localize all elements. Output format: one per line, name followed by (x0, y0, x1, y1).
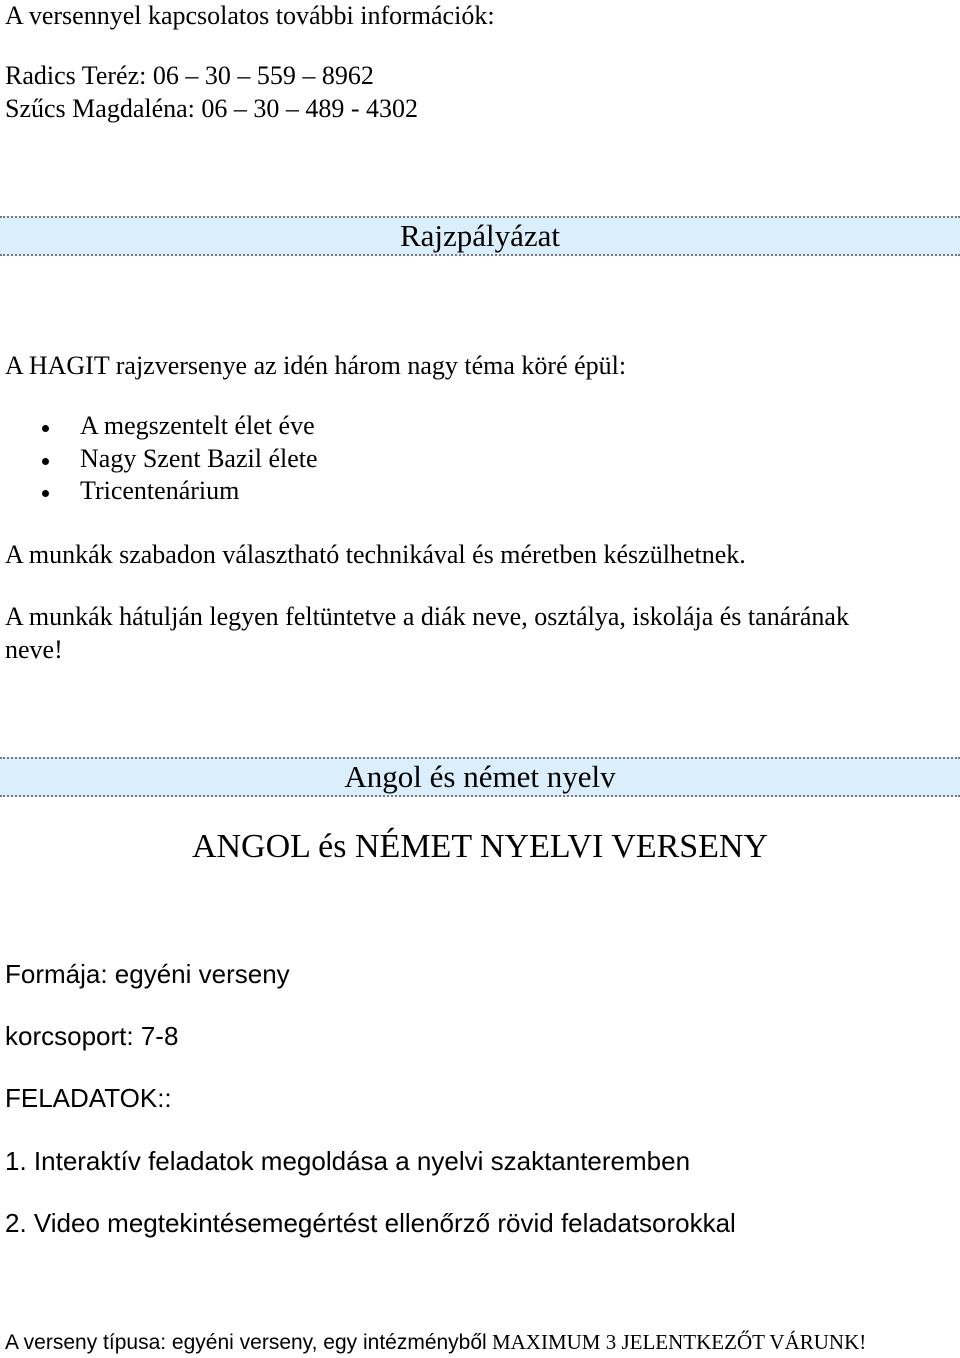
contact-person-2: Szűcs Magdaléna: 06 – 30 – 489 - 4302 (5, 94, 419, 123)
language-banner-title: Angol és német nyelv (344, 759, 616, 794)
competition-form: Formája: egyéni verseny (5, 959, 290, 989)
drawing-intro: A HAGIT rajzversenye az idén három nagy téma köré épül: (5, 351, 627, 380)
topic-label: Tricentenárium (80, 476, 240, 505)
bullet-icon (42, 458, 49, 465)
drawing-banner (0, 216, 960, 256)
language-banner (0, 757, 960, 797)
list-item (0, 410, 318, 443)
tasks-label: FELADATOK:: (5, 1083, 172, 1113)
bullet-icon (42, 425, 49, 432)
footer-type-emphasis: MAXIMUM 3 JELENTKEZŐT VÁRUNK! (486, 1330, 867, 1354)
bullet-icon (42, 490, 49, 497)
label-note-line-1: A munkák hátulján legyen feltüntetve a diák neve, osztálya, iskolája és tanárának (5, 602, 849, 631)
contact-person-1: Radics Teréz: 06 – 30 – 559 – 8962 (5, 61, 374, 90)
label-note-line-2: neve! (5, 635, 63, 664)
list-item (0, 475, 318, 508)
footer-type-label: A verseny típusa: egyéni verseny, egy intézményből (5, 1331, 487, 1354)
task-1: 1. Interaktív feladatok megoldása a nyelvi szaktanteremben (5, 1146, 691, 1176)
age-group: korcsoport: 7-8 (5, 1021, 179, 1051)
technique-note: A munkák szabadon választható technikával és méretben készülhetnek. (5, 540, 746, 569)
contact-intro: A versennyel kapcsolatos további információk: (5, 1, 495, 30)
drawing-banner-title: Rajzpályázat (399, 218, 561, 253)
language-heading: ANGOL és NÉMET NYELVI VERSENY (191, 828, 769, 865)
task-2: 2. Video megtekintésemegértést ellenőrző rövid feladatsorokkal (5, 1208, 736, 1238)
list-item (0, 443, 318, 476)
topic-list (0, 410, 318, 508)
topic-label: Nagy Szent Bazil élete (80, 443, 318, 473)
footer-note (5, 1328, 866, 1357)
topic-label: A megszentelt élet éve (80, 411, 315, 440)
